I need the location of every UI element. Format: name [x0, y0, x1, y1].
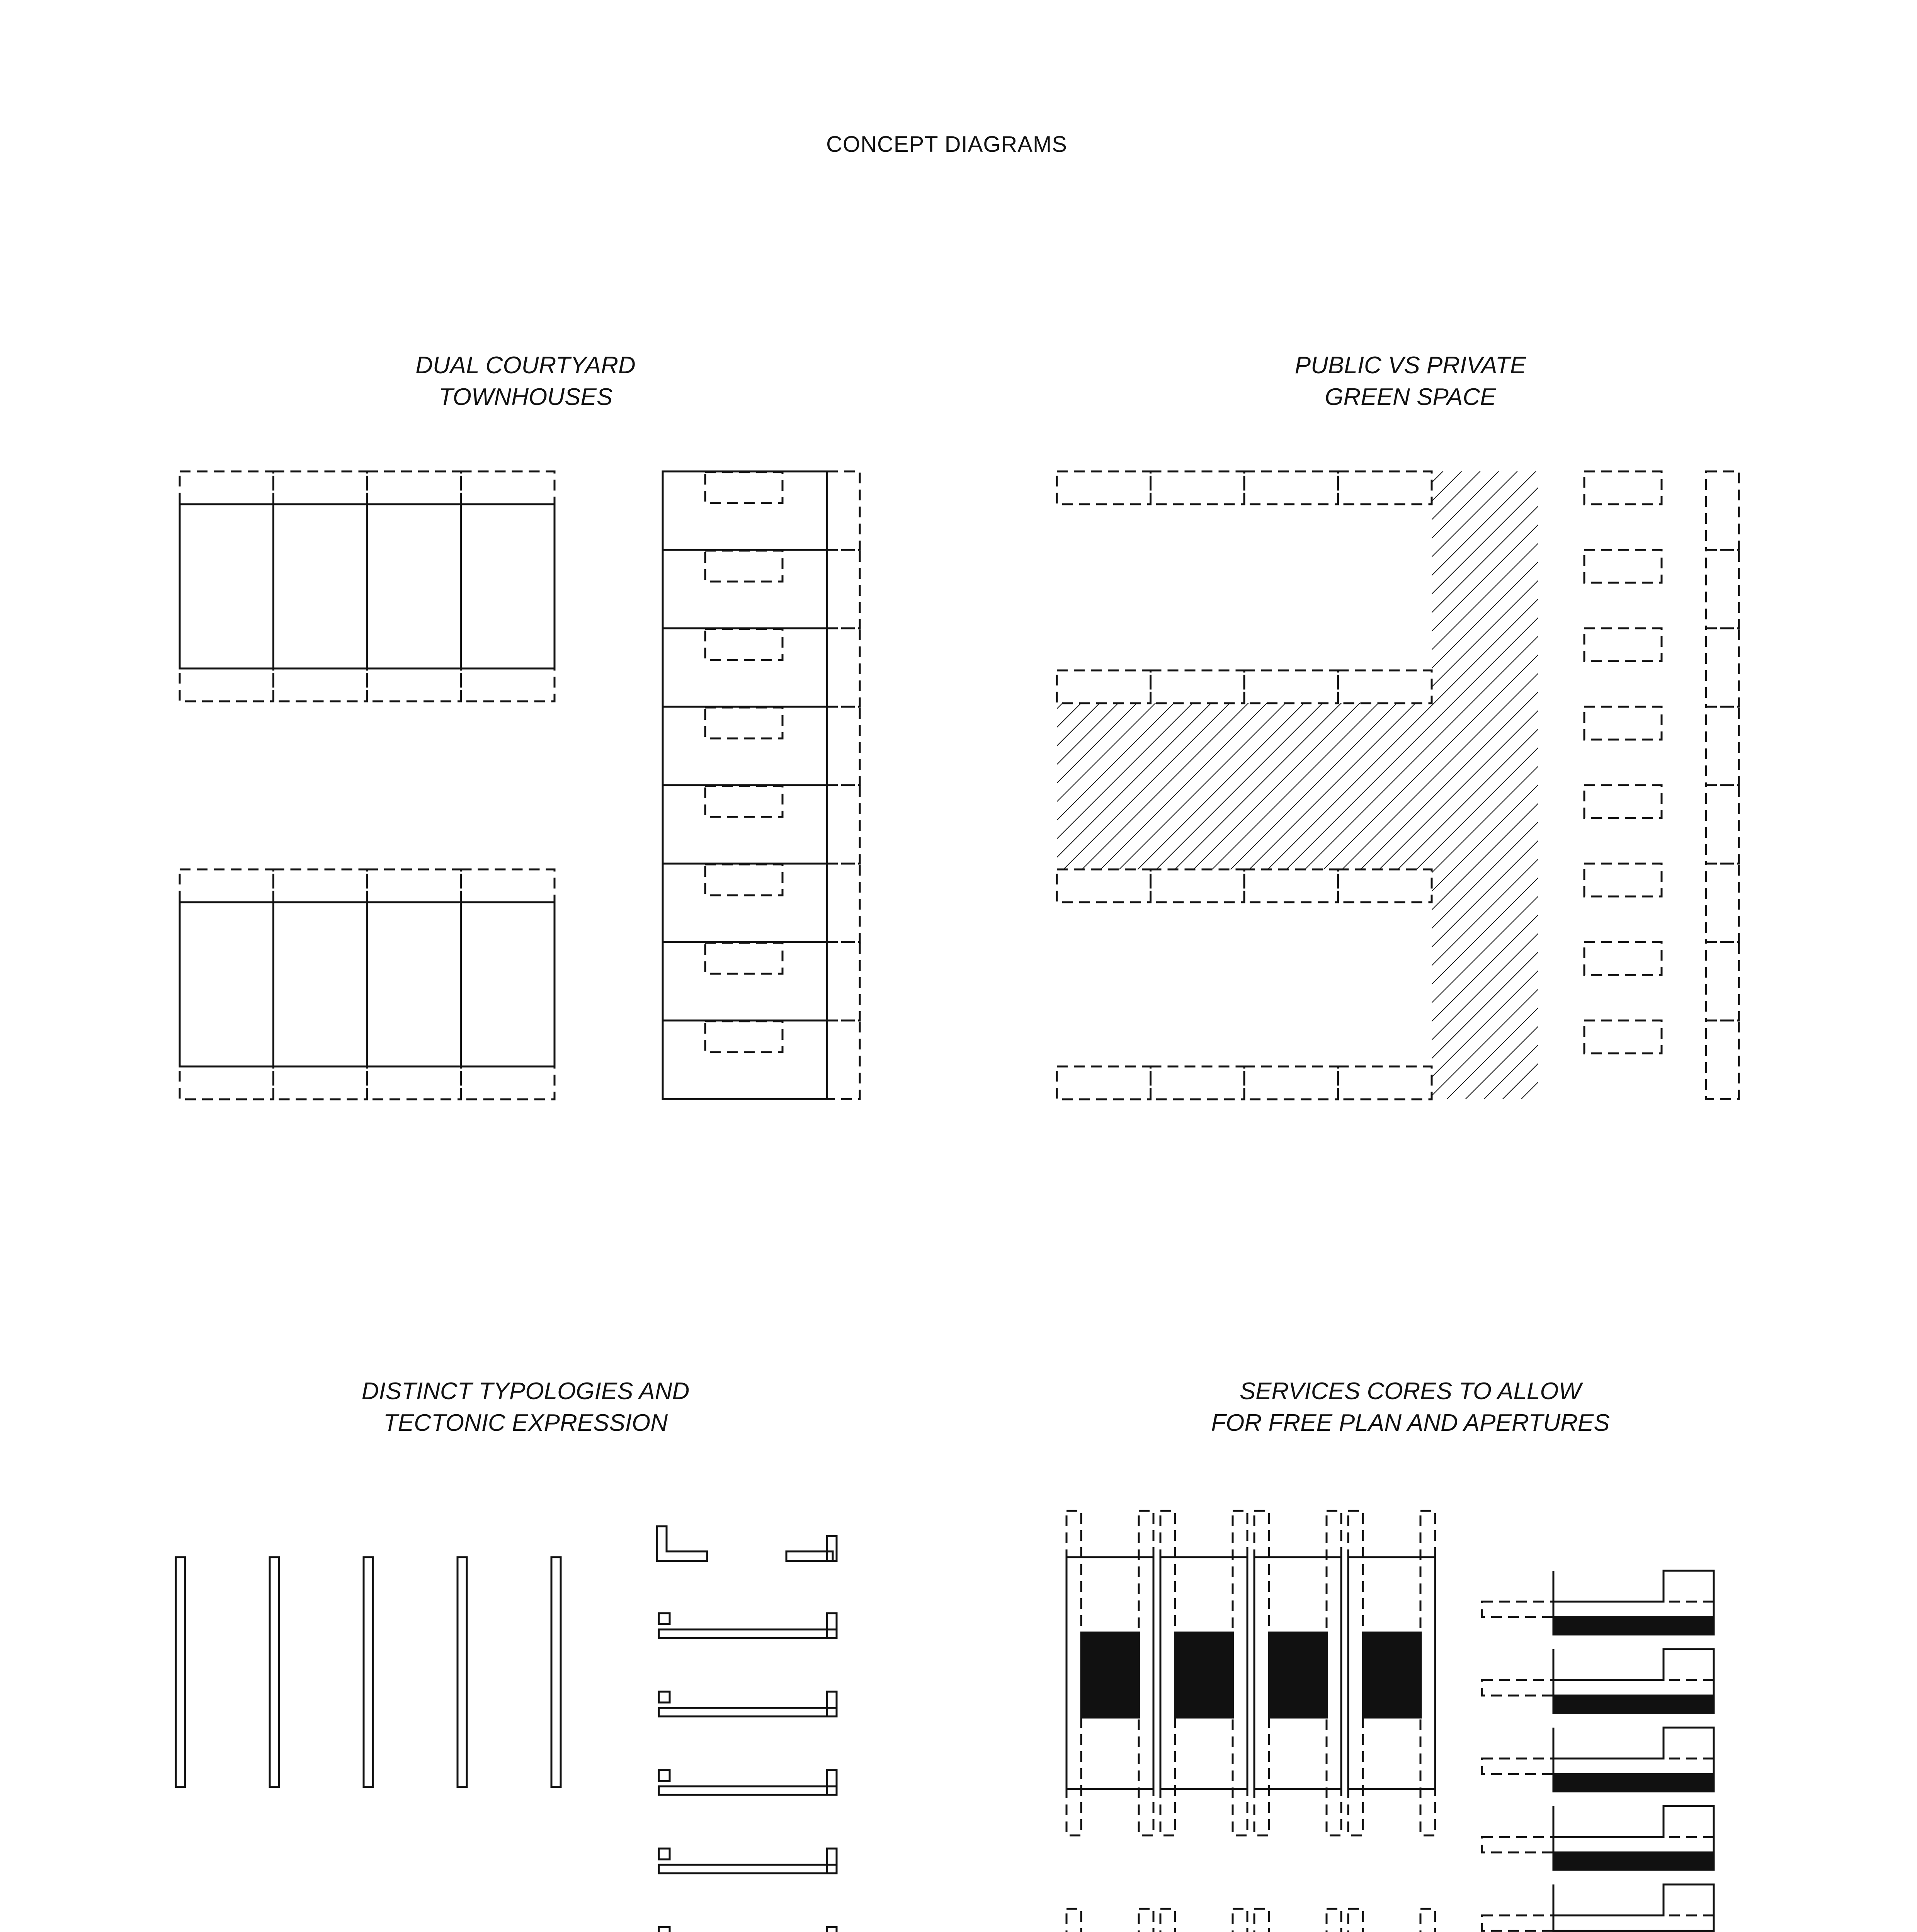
side-courtyard: [827, 1020, 860, 1099]
front-courtyard: [367, 869, 461, 902]
public-green-court: [1057, 703, 1432, 869]
service-core: [1363, 1633, 1421, 1718]
private-garden: [1151, 869, 1245, 902]
wall-return: [827, 1770, 837, 1795]
inner-courtyard: [705, 551, 782, 582]
private-garden: [1338, 670, 1432, 703]
private-garden: [1151, 670, 1245, 703]
tectonic-wall: [659, 1629, 837, 1638]
side-courtyard: [827, 628, 860, 707]
inner-courtyard: [705, 786, 782, 817]
private-garden: [1057, 471, 1151, 504]
aperture-zone: [1348, 1909, 1363, 1932]
aperture-zone: [1254, 1909, 1269, 1932]
side-courtyard: [827, 864, 860, 942]
tectonic-wall: [659, 1786, 837, 1795]
private-garden: [1584, 942, 1662, 975]
caption-line-1: SERVICES CORES TO ALLOW: [1239, 1378, 1582, 1405]
wall-return: [827, 1692, 837, 1716]
private-garden: [1584, 471, 1662, 504]
aperture-zone: [1067, 1909, 1081, 1932]
tectonic-wall: [659, 1708, 837, 1716]
rear-courtyard: [180, 668, 274, 701]
aperture-zone: [1482, 1680, 1714, 1696]
tectonic-wall: [659, 1865, 837, 1873]
service-core: [1269, 1633, 1327, 1718]
aperture-zone: [1482, 1837, 1714, 1852]
private-garden: [1706, 628, 1739, 707]
side-courtyard: [827, 707, 860, 785]
column-post: [659, 1849, 670, 1859]
side-courtyard: [827, 785, 860, 864]
diagram-typologies: [176, 1526, 837, 1932]
private-garden: [1338, 471, 1432, 504]
private-garden: [1706, 1020, 1739, 1099]
wall-return: [827, 1927, 837, 1932]
end-wall-top-right: [786, 1551, 833, 1561]
diagram-dual-courtyard: [180, 471, 860, 1099]
private-garden: [1584, 550, 1662, 583]
inner-courtyard: [705, 707, 782, 738]
service-core: [1553, 1774, 1714, 1791]
aperture-zone: [1327, 1909, 1341, 1932]
front-courtyard: [180, 471, 274, 504]
private-garden: [1584, 1020, 1662, 1053]
private-garden: [1706, 864, 1739, 942]
private-garden: [1584, 707, 1662, 740]
aperture-zone: [1482, 1759, 1714, 1774]
caption-line-2: GREEN SPACE: [1325, 384, 1496, 410]
caption-line-1: DISTINCT TYPOLOGIES AND: [361, 1378, 690, 1405]
caption-line-2: FOR FREE PLAN AND APERTURES: [1211, 1410, 1610, 1436]
caption-line-1: PUBLIC VS PRIVATE: [1294, 352, 1526, 379]
service-core: [1175, 1633, 1233, 1718]
private-garden: [1057, 670, 1151, 703]
aperture-zone: [1254, 1511, 1269, 1835]
rear-courtyard: [367, 1066, 461, 1099]
aperture-zone: [1348, 1511, 1363, 1835]
aperture-zone: [1139, 1511, 1153, 1835]
aperture-zone: [1233, 1511, 1247, 1835]
rear-courtyard: [367, 668, 461, 701]
side-courtyard: [827, 471, 860, 550]
unit-outline: [1553, 1884, 1714, 1932]
diagram-service-cores: [1067, 1511, 1714, 1932]
inner-courtyard: [705, 1021, 782, 1052]
private-garden: [1706, 707, 1739, 785]
aperture-zone: [1139, 1909, 1153, 1932]
public-green-spine: [1432, 471, 1538, 1099]
aperture-zone: [1233, 1909, 1247, 1932]
aperture-zone: [1482, 1602, 1714, 1617]
structural-wall: [176, 1557, 185, 1787]
private-garden: [1584, 628, 1662, 661]
private-garden: [1151, 471, 1245, 504]
front-courtyard: [274, 471, 367, 504]
column-post: [659, 1692, 670, 1702]
private-garden: [1584, 785, 1662, 818]
inner-courtyard: [705, 943, 782, 974]
end-wall-top-left: [657, 1526, 707, 1561]
private-garden: [1244, 471, 1338, 504]
structural-wall: [551, 1557, 561, 1787]
front-courtyard: [367, 471, 461, 504]
aperture-zone: [1420, 1909, 1435, 1932]
private-garden: [1057, 1066, 1151, 1099]
aperture-zone: [1160, 1909, 1175, 1932]
wall-return: [827, 1613, 837, 1638]
caption-line-1: DUAL COURTYARD: [415, 352, 636, 379]
private-garden: [1584, 864, 1662, 896]
inner-courtyard: [705, 629, 782, 660]
structural-wall: [364, 1557, 373, 1787]
structural-wall: [270, 1557, 279, 1787]
private-garden: [1338, 869, 1432, 902]
private-garden: [1244, 869, 1338, 902]
aperture-zone: [1420, 1511, 1435, 1835]
private-garden: [1706, 785, 1739, 864]
inner-courtyard: [705, 864, 782, 895]
private-garden: [1706, 942, 1739, 1020]
service-core: [1553, 1852, 1714, 1870]
column-post: [659, 1770, 670, 1781]
caption-line-2: TECTONIC EXPRESSION: [383, 1410, 668, 1436]
aperture-zone: [1327, 1511, 1341, 1835]
page-title: CONCEPT DIAGRAMS: [826, 132, 1067, 157]
rear-courtyard: [274, 668, 367, 701]
front-courtyard: [461, 471, 555, 504]
private-garden: [1244, 670, 1338, 703]
rear-courtyard: [461, 1066, 555, 1099]
private-garden: [1244, 1066, 1338, 1099]
caption-line-2: TOWNHOUSES: [438, 384, 613, 410]
aperture-zone: [1482, 1915, 1714, 1931]
private-garden: [1706, 550, 1739, 628]
inner-courtyard: [705, 472, 782, 503]
rear-courtyard: [274, 1066, 367, 1099]
structural-wall: [458, 1557, 467, 1787]
front-courtyard: [274, 869, 367, 902]
aperture-zone: [1067, 1511, 1081, 1835]
wall-return: [827, 1849, 837, 1873]
service-core: [1081, 1633, 1139, 1718]
private-garden: [1338, 1066, 1432, 1099]
front-courtyard: [461, 869, 555, 902]
column-post: [659, 1927, 670, 1932]
side-courtyard: [827, 550, 860, 628]
diagram-green-space: [1057, 471, 1739, 1099]
column-post: [659, 1613, 670, 1624]
service-core: [1553, 1696, 1714, 1713]
rear-courtyard: [461, 668, 555, 701]
private-garden: [1151, 1066, 1245, 1099]
private-garden: [1706, 471, 1739, 550]
aperture-zone: [1160, 1511, 1175, 1835]
side-courtyard: [827, 942, 860, 1020]
service-core: [1553, 1617, 1714, 1634]
private-garden: [1057, 869, 1151, 902]
rear-courtyard: [180, 1066, 274, 1099]
front-courtyard: [180, 869, 274, 902]
